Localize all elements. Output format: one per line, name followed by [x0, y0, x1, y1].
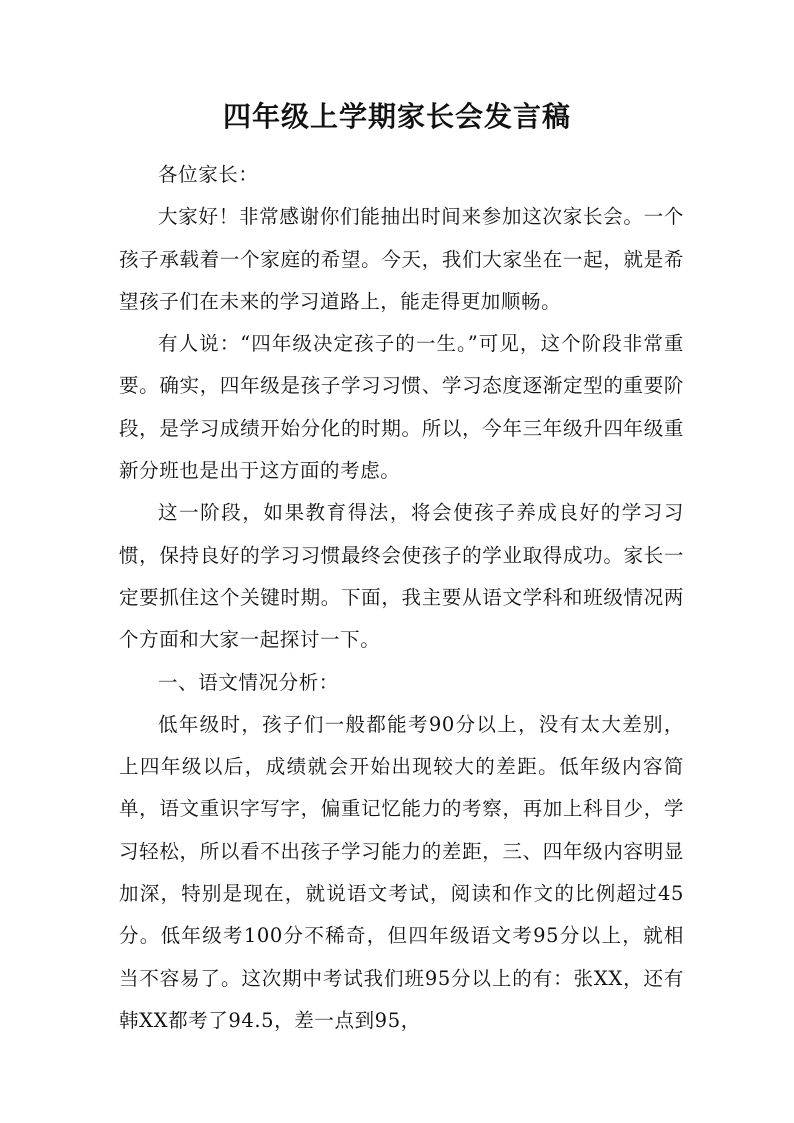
greeting-paragraph: 大家好！非常感谢你们能抽出时间来参加这次家长会。一个孩子承载着一个家庭的希望。今天，我们大家坐在一起，就是希望孩子们在未来的学习道路上，能走得更加顺畅。: [119, 205, 684, 313]
document-title: 四年级上学期家长会发言稿: [222, 100, 571, 133]
importance-paragraph: 有人说：“四年级决定孩子的一生。”可见，这个阶段非常重要。确实，四年级是孩子学习习惯、学习态度逐渐定型的重要阶段，是学习成绩开始分化的时期。所以，今年三年级升四年级重新分班也是出于这方面的考虑。: [119, 332, 684, 483]
analysis-paragraph: 低年级时，孩子们一般都能考90分以上，没有太大差别，上四年级以后，成绩就会开始出现较大的差距。低年级内容简单，语文重识字写字，偏重记忆能力的考察，再加上科目少，学习轻松，所以看不出孩子学习能力的差距，三、四年级内容明显加深，特别是现在，就说语文考试，阅读和作文的比例超过45分。低年级考100分不稀奇，但四年级语文考95分以上，就相当不容易了。这次期中考试我们班95分以上的有：张XX，还有韩XX都考了94.5，差一点到95，: [119, 712, 684, 1032]
document-body: [119, 154, 684, 1042]
section-heading-chinese-analysis: 一、语文情况分析：: [158, 670, 339, 694]
salutation-paragraph: 各位家长：: [158, 163, 259, 186]
key-period-paragraph: 这一阶段，如果教育得法，将会使孩子养成良好的学习习惯，保持良好的学习习惯最终会使孩子的学业取得成功。家长一定要抓住这个关键时期。下面，我主要从语文学科和班级情况两个方面和大家一起探讨一下。: [119, 501, 684, 652]
